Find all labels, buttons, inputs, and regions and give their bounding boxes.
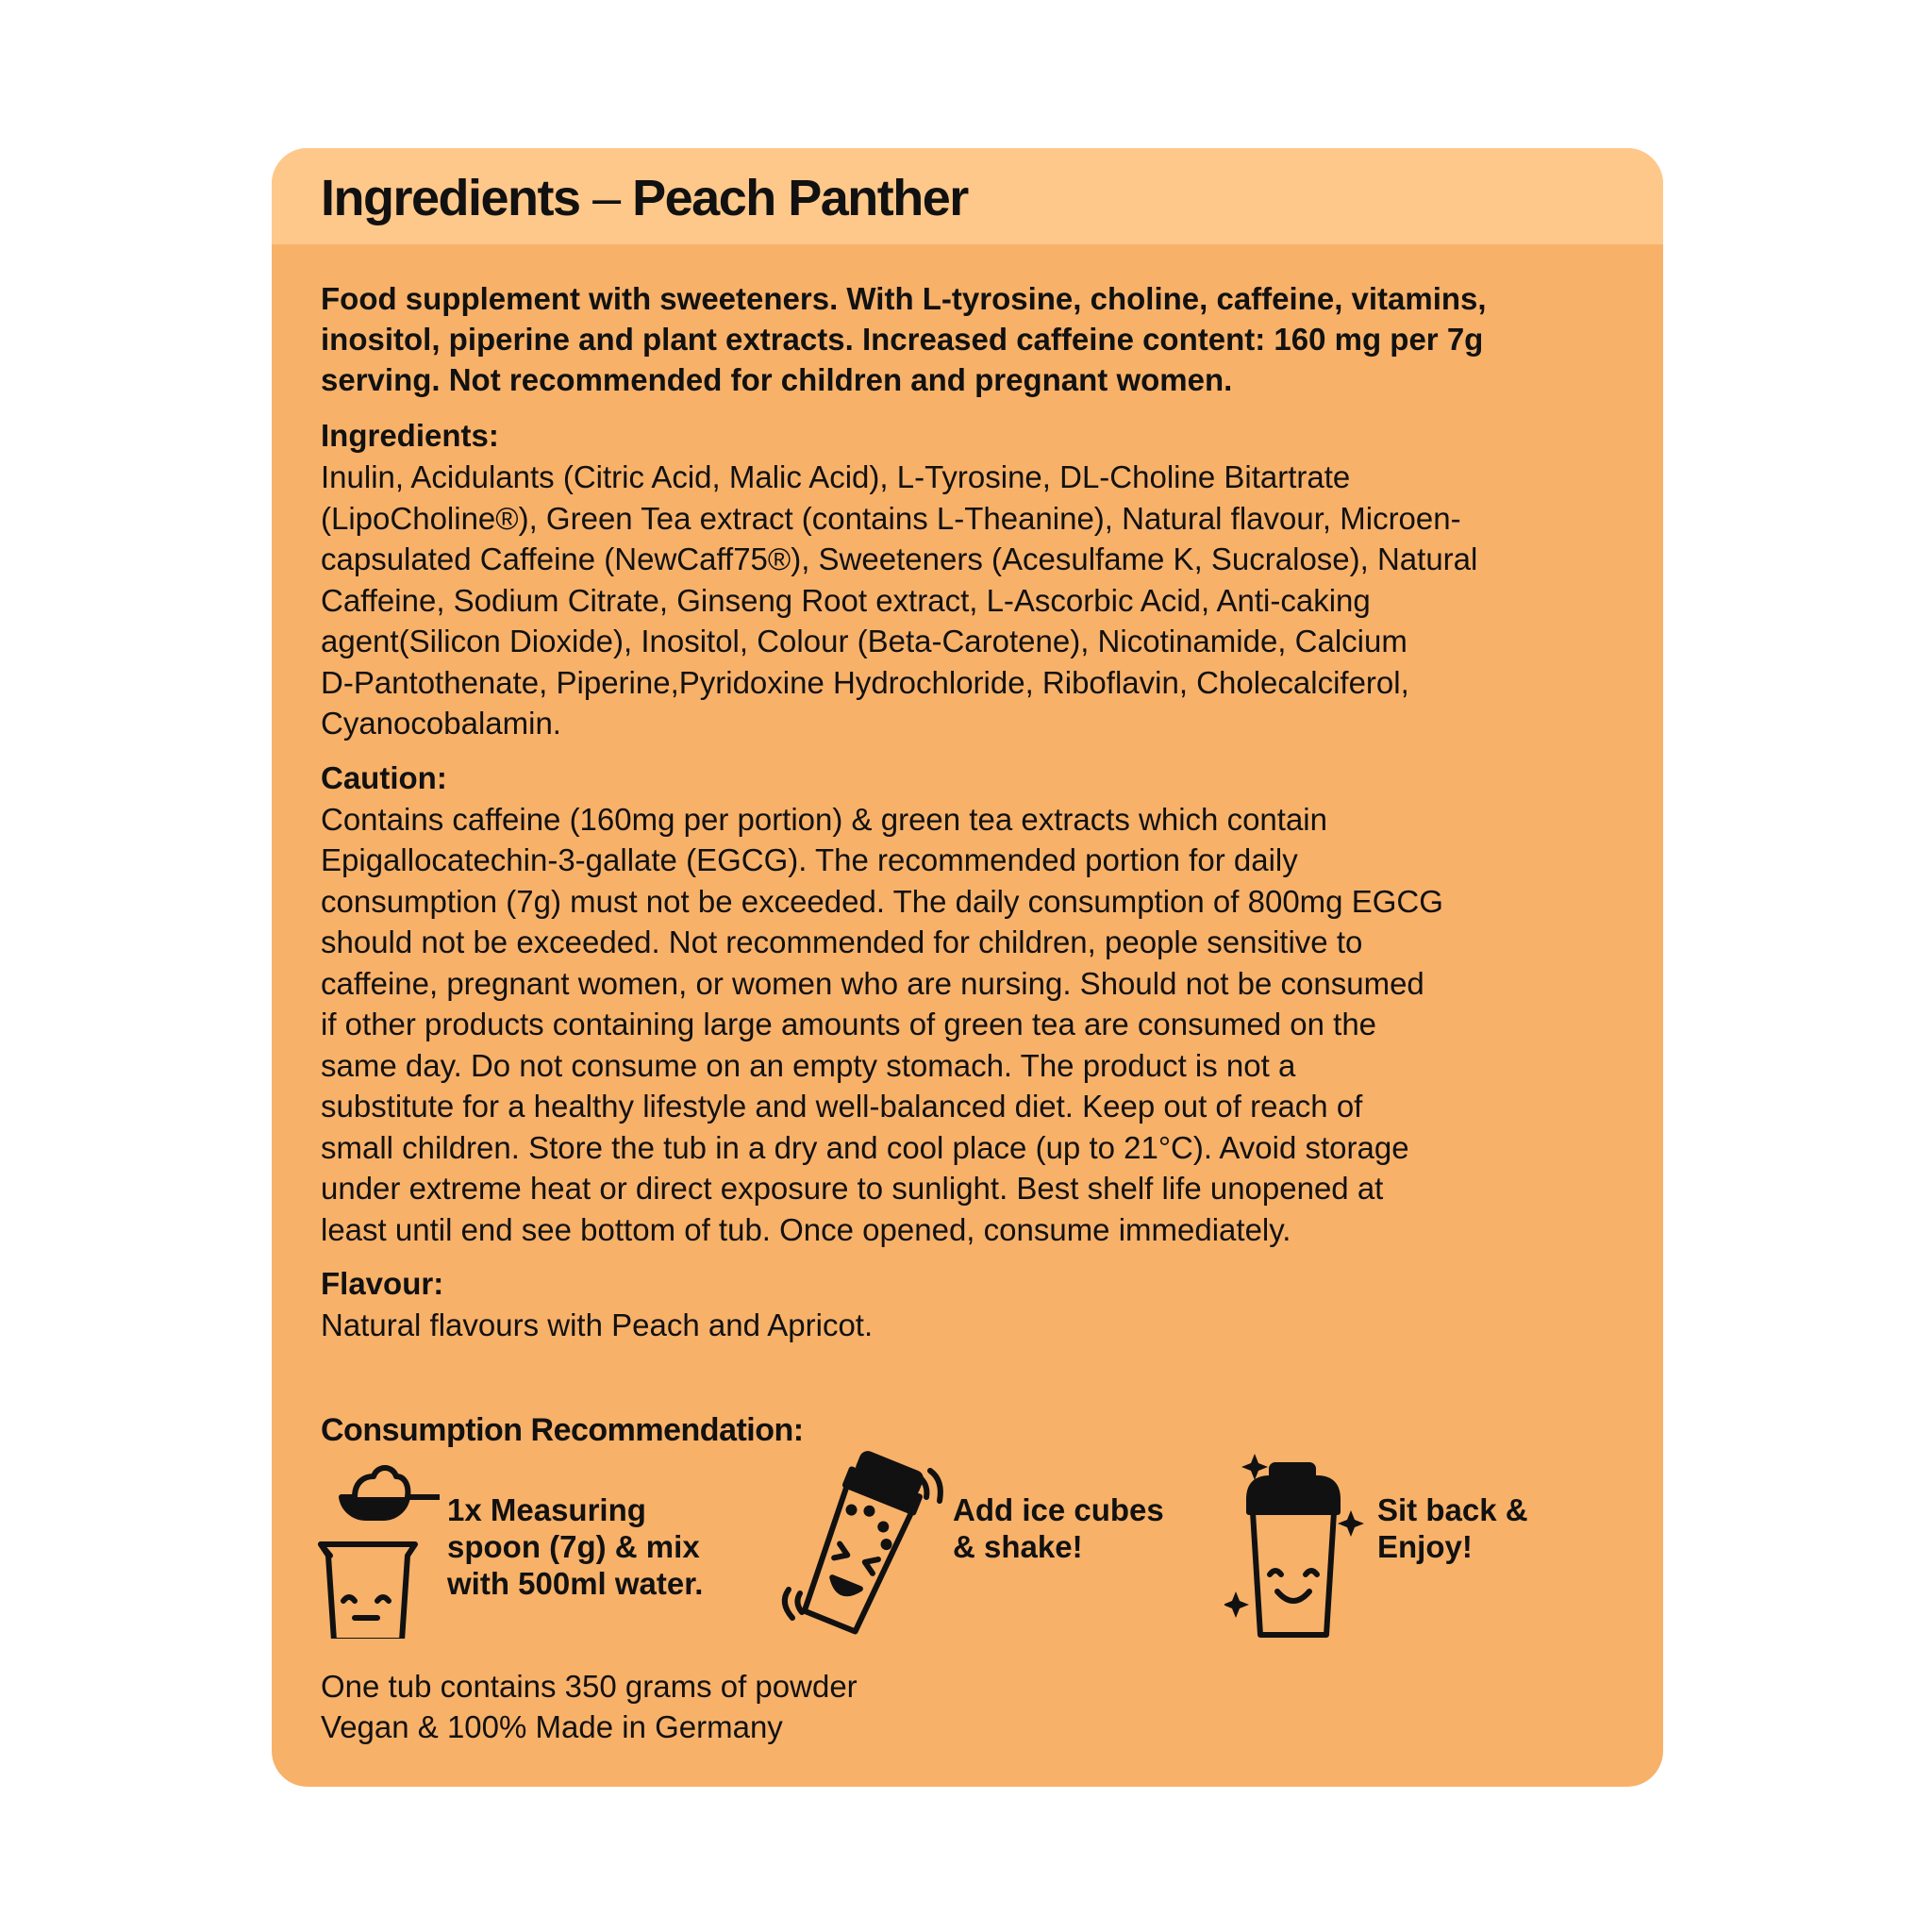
ingredients-card: [272, 148, 1663, 1787]
consumption-step-3: [1224, 1450, 1621, 1639]
ingredients-line: agent(Silicon Dioxide), Inositol, Colour (Beta-Carotene), Nicotinamide, Calcium: [321, 624, 1407, 658]
card-header: [272, 148, 1663, 244]
sparkling-shaker-icon: [1224, 1450, 1366, 1639]
ingredients-line: Cyanocobalamin.: [321, 706, 561, 741]
caution-line: Epigallocatechin-3-gallate (EGCG). The recommended portion for daily: [321, 842, 1298, 877]
measuring-cup-icon: [317, 1450, 440, 1639]
title-ingredients: Ingredients: [321, 170, 580, 226]
caution-line: caffeine, pregnant women, or women who are nursing. Should not be consumed: [321, 965, 1424, 1001]
ingredients-line: (LipoCholine®), Green Tea extract (contains L-Theanine), Natural flavour, Microen-: [321, 500, 1461, 536]
flavour-line: Natural flavours with Peach and Apricot.: [321, 1307, 874, 1342]
footer-info: [321, 1666, 858, 1747]
ingredients-line: Inulin, Acidulants (Citric Acid, Malic Acid), L-Tyrosine, DL-Choline Bitartrate: [321, 459, 1351, 494]
shaker-icon: [772, 1450, 960, 1639]
caution-text: [321, 799, 1641, 1251]
intro-line: serving. Not recommended for children and pregnant women.: [321, 362, 1233, 397]
step-1-line: 1x Measuring: [447, 1492, 646, 1527]
flavour-text: [321, 1305, 1641, 1346]
caution-line: substitute for a healthy lifestyle and well-balanced diet. Keep out of reach of: [321, 1089, 1363, 1124]
consumption-step-2: [772, 1450, 1177, 1639]
caution-line: Contains caffeine (160mg per portion) & green tea extracts which contain: [321, 801, 1327, 837]
intro-line: Food supplement with sweeteners. With L-tyrosine, choline, caffeine, vitamins,: [321, 281, 1487, 316]
caution-line: if other products containing large amounts of green tea are consumed on the: [321, 1007, 1377, 1041]
caution-line: small children. Store the tub in a dry and cool place (up to 21°C). Avoid storage: [321, 1129, 1409, 1165]
caution-line: consumption (7g) must not be exceeded. The daily consumption of 800mg EGCG: [321, 883, 1443, 919]
title-product-name: Peach Panther: [632, 170, 968, 226]
step-2-line: & shake!: [953, 1529, 1083, 1564]
step-1-line: spoon (7g) & mix: [447, 1529, 700, 1564]
caution-heading: Caution:: [321, 759, 447, 795]
ingredients-heading: Ingredients:: [321, 418, 499, 453]
title-dash: –: [592, 170, 620, 226]
caution-line: under extreme heat or direct exposure to sunlight. Best shelf life unopened at: [321, 1171, 1384, 1206]
consumption-step-1: [317, 1450, 760, 1639]
step-1-text: [447, 1491, 703, 1602]
tub-contents-text: One tub contains 350 grams of powder: [321, 1669, 858, 1704]
ingredients-text: [321, 457, 1641, 744]
step-3-line: Enjoy!: [1377, 1529, 1473, 1564]
consumption-heading: Consumption Recommendation:: [321, 1412, 804, 1448]
label-body: [321, 278, 1641, 1359]
intro-text: [321, 278, 1641, 400]
flavour-heading: Flavour:: [321, 1266, 444, 1301]
caution-line: least until end see bottom of tub. Once opened, consume immediately.: [321, 1211, 1291, 1247]
step-2-line: Add ice cubes: [953, 1492, 1164, 1527]
ingredients-line: D-Pantothenate, Piperine,Pyridoxine Hydrochloride, Riboflavin, Cholecalciferol,: [321, 664, 1409, 700]
caution-line: should not be exceeded. Not recommended for children, people sensitive to: [321, 924, 1363, 959]
step-1-line: with 500ml water.: [447, 1566, 704, 1601]
origin-text: Vegan & 100% Made in Germany: [321, 1709, 783, 1744]
step-2-text: [953, 1491, 1164, 1565]
caution-line: same day. Do not consume on an empty stomach. The product is not a: [321, 1047, 1296, 1083]
step-3-text: [1377, 1491, 1528, 1565]
page-title: [321, 169, 968, 227]
step-3-line: Sit back &: [1377, 1492, 1528, 1527]
intro-line: inositol, piperine and plant extracts. Increased caffeine content: 160 mg per 7g: [321, 322, 1484, 357]
ingredients-line: capsulated Caffeine (NewCaff75®), Sweeteners (Acesulfame K, Sucralose), Natural: [321, 541, 1478, 576]
ingredients-line: Caffeine, Sodium Citrate, Ginseng Root extract, L-Ascorbic Acid, Anti-caking: [321, 582, 1371, 618]
